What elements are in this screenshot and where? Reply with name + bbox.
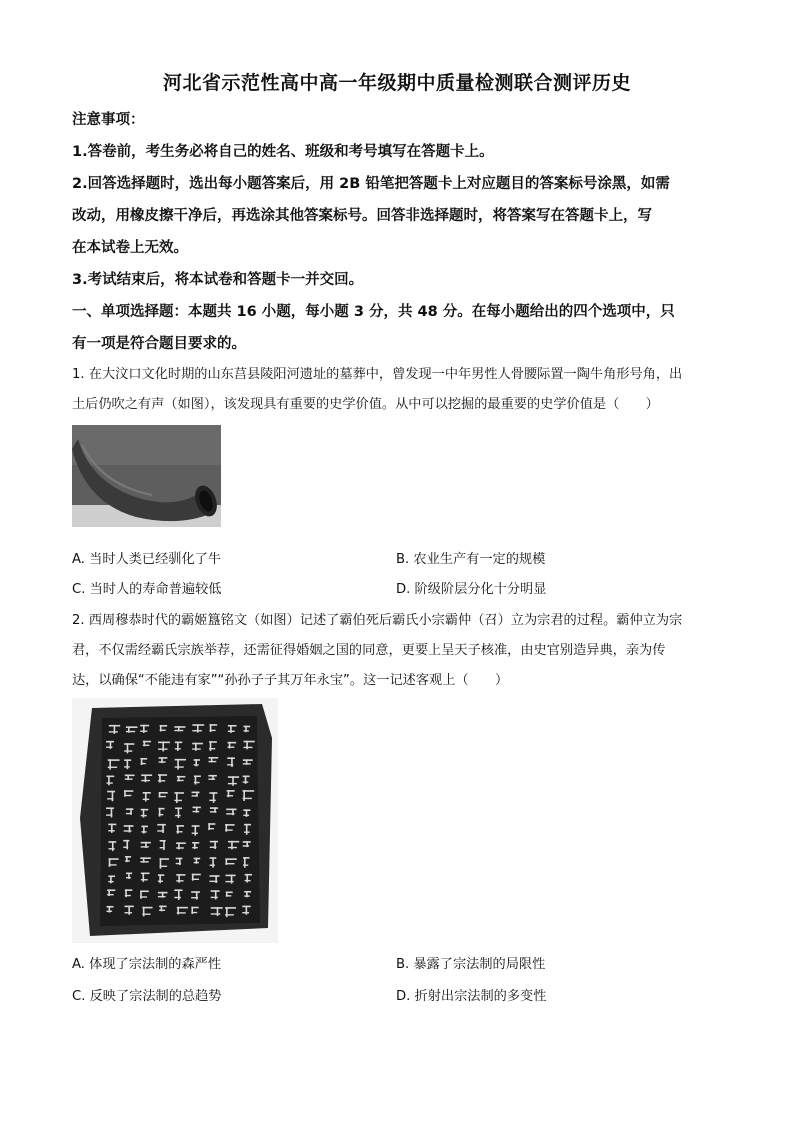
question-1-stem: 1. 在大汶口文化时期的山东莒县陵阳河遗址的墓葬中，曾发现一中年男性人骨腰际置一陶牛角形号角，出	[72, 367, 683, 382]
question-2-stem: 达，以确保“不能违有家”“孙孙子子其万年永宝”。这一记述客观上（ ）	[72, 673, 509, 688]
question-2-option-c[interactable]: C. 反映了宗法制的总趋势	[72, 989, 222, 1004]
question-2-stem: 2. 西周穆恭时代的霸姬簋铭文（如图）记述了霸伯死后霸氏小宗霸仲（召）立为宗君的过程。霸仲立为宗	[72, 613, 683, 628]
question-2-option-a[interactable]: A. 体现了宗法制的森严性	[72, 957, 222, 972]
notice-item: 2.回答选择题时，选出每小题答案后，用 2B 铅笔把答题卡上对应题目的答案标号涂黑，如需	[72, 176, 670, 192]
section-heading: 一、单项选择题：本题共 16 小题，每小题 3 分，共 48 分。在每小题给出的四个选项中，只	[72, 304, 675, 320]
question-1-option-c[interactable]: C. 当时人的寿命普遍较低	[72, 582, 222, 597]
question-2-stem: 君，不仅需经霸氏宗族举荐，还需征得婚姻之国的同意，更要上呈天子核准，由史官别造异典，亲为传	[72, 643, 666, 658]
notice-item: 1.答卷前，考生务必将自己的姓名、班级和考号填写在答题卡上。	[72, 144, 494, 160]
notice-heading: 注意事项：	[72, 112, 145, 128]
exam-title: 河北省示范性高中高一年级期中质量检测联合测评历史	[162, 72, 631, 94]
bronze-inscription-rubbing-image	[72, 698, 278, 943]
notice-item: 改动，用橡皮擦干净后，再选涂其他答案标号。回答非选择题时，将答案写在答题卡上，写	[72, 208, 652, 224]
section-heading: 有一项是符合题目要求的。	[72, 336, 246, 352]
pottery-horn-image	[72, 425, 221, 527]
question-2-option-b[interactable]: B. 暴露了宗法制的局限性	[396, 957, 546, 972]
question-1-option-b[interactable]: B. 农业生产有一定的规模	[396, 552, 546, 567]
question-1-option-d[interactable]: D. 阶级阶层分化十分明显	[396, 582, 547, 597]
question-1-stem: 土后仍吹之有声（如图），该发现具有重要的史学价值。从中可以挖掘的最重要的史学价值是（ ）	[72, 397, 659, 412]
question-1-option-a[interactable]: A. 当时人类已经驯化了牛	[72, 552, 222, 567]
notice-item: 在本试卷上无效。	[72, 240, 188, 256]
notice-item: 3.考试结束后，将本试卷和答题卡一并交回。	[72, 272, 364, 288]
question-2-option-d[interactable]: D. 折射出宗法制的多变性	[396, 989, 547, 1004]
